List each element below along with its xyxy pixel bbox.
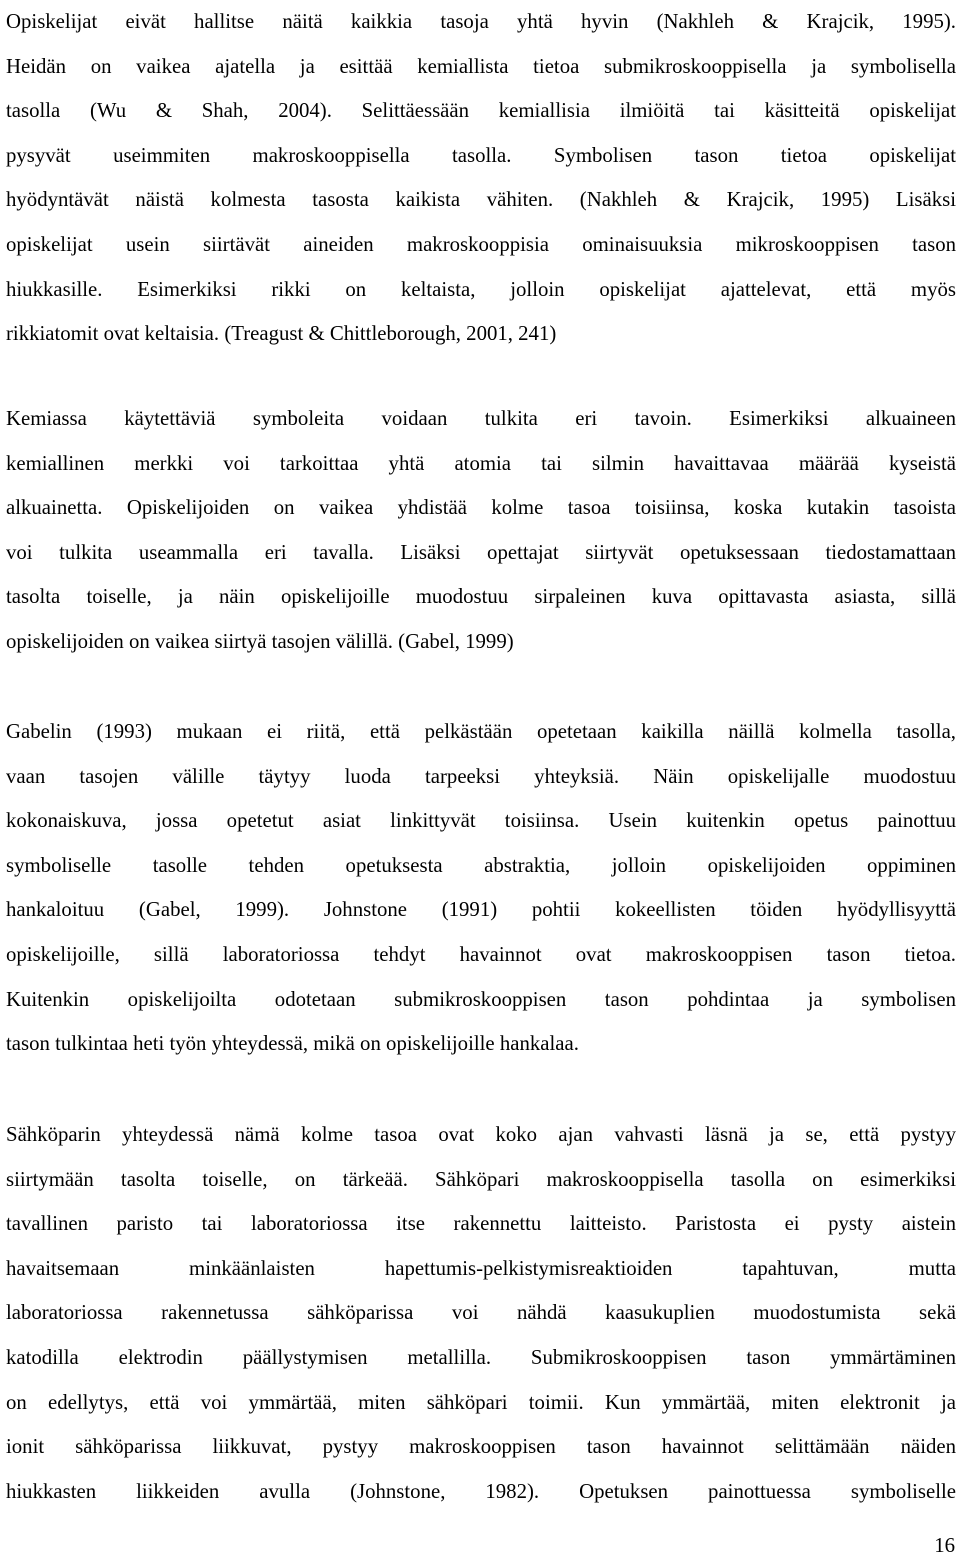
paragraph-symbols (6, 397, 956, 665)
text-line: alkuainetta. Opiskelijoiden on vaikea yhdistää kolme tasoa toisiinsa, koska kutakin tasoista (6, 496, 956, 520)
text-line: hankaloituu (Gabel, 1999). Johnstone (1991) pohtii kokeellisten töiden hyödyllisyyttä (6, 898, 956, 922)
text-line: vaan tasojen välille täytyy luoda tarpeeksi yhteyksiä. Näin opiskelijalle muodostuu (6, 764, 956, 788)
paragraph-galvanic-cell (6, 1113, 956, 1514)
text-line: tasolta toiselle, ja näin opiskelijoille muodostuu sirpaleinen kuva opittavasta asiasta, sillä (6, 585, 956, 609)
text-line: tason tulkintaa heti työn yhteydessä, mikä on opiskelijoille hankalaa. (6, 1032, 579, 1056)
text-line: tasolla (Wu & Shah, 2004). Selittäessään kemiallisia ilmiöitä tai käsitteitä opiskelijat (6, 99, 956, 123)
text-line: voi tulkita useammalla eri tavalla. Lisäksi opettajat siirtyvät opetuksessaan tiedostamattaan (6, 540, 956, 564)
text-line: Kemiassa käytettäviä symboleita voidaan tulkita eri tavoin. Esimerkiksi alkuaineen (6, 407, 956, 430)
text-line: Gabelin (1993) mukaan ei riitä, että pelkästään opetetaan kaikilla näillä kolmella tasolla, (6, 720, 956, 743)
page-number: 16 (934, 1534, 955, 1557)
text-line: symboliselle tasolle tehden opetuksesta abstraktia, jolloin opiskelijoiden oppiminen (6, 853, 956, 877)
paragraph-gabel (6, 710, 956, 1067)
text-line: Kuitenkin opiskelijoilta odotetaan submikroskooppisen tason pohdintaa ja symbolisen (6, 987, 956, 1011)
text-line: opiskelijat usein siirtävät aineiden makroskooppisia ominaisuuksia mikroskooppisen tason (6, 232, 956, 256)
paragraph-chemistry-levels (6, 0, 956, 357)
text-line: rikkiatomit ovat keltaisia. (Treagust & Chittleborough, 2001, 241) (6, 322, 557, 346)
text-line: hiukkasille. Esimerkiksi rikki on keltaista, jolloin opiskelijat ajattelevat, että myös (6, 277, 956, 301)
text-line: hyödyntävät näistä kolmesta tasosta kaikista vähiten. (Nakhleh & Krajcik, 1995) Lisäksi (6, 188, 956, 212)
text-line: Opiskelijat eivät hallitse näitä kaikkia tasoja yhtä hyvin (Nakhleh & Krajcik, 1995). (6, 10, 956, 33)
text-line: opiskelijoille, sillä laboratoriossa tehdyt havainnot ovat makroskooppisen tason tietoa. (6, 942, 956, 966)
text-line: pysyvät useimmiten makroskooppisella tasolla. Symbolisen tason tietoa opiskelijat (6, 143, 956, 167)
text-line: Heidän on vaikea ajatella ja esittää kemiallista tietoa submikroskooppisella ja symbolisella (6, 54, 956, 78)
text-line: laboratoriossa rakennetussa sähköparissa voi nähdä kaasukuplien muodostumista sekä (6, 1301, 956, 1325)
text-line: opiskelijoiden on vaikea siirtyä tasojen välillä. (Gabel, 1999) (6, 629, 514, 653)
text-line: kemiallinen merkki voi tarkoittaa yhtä atomia tai silmin havaittavaa määrää kyseistä (6, 451, 956, 475)
text-line: havaitsemaan minkäänlaisten hapettumis-pelkistymisreaktioiden tapahtuvan, mutta (6, 1256, 956, 1280)
text-line: kokonaiskuva, jossa opetetut asiat linkittyvät toisiinsa. Usein kuitenkin opetus painottuu (6, 809, 956, 833)
text-line: katodilla elektrodin päällystymisen metallilla. Submikroskooppisen tason ymmärtäminen (6, 1345, 956, 1369)
text-line: on edellytys, että voi ymmärtää, miten sähköpari toimii. Kun ymmärtää, miten elektronit ja (6, 1390, 956, 1414)
text-line: tavallinen paristo tai laboratoriossa itse rakennettu laitteisto. Paristosta ei pysty aistein (6, 1212, 956, 1236)
text-line: siirtymään tasolta toiselle, on tärkeää. Sähköpari makroskooppisella tasolla on esimerkiksi (6, 1167, 956, 1191)
text-line: Sähköparin yhteydessä nämä kolme tasoa ovat koko ajan vahvasti läsnä ja se, että pystyy (6, 1123, 956, 1146)
text-line: hiukkasten liikkeiden avulla (Johnstone, 1982). Opetuksen painottuessa symboliselle (6, 1479, 956, 1503)
text-line: ionit sähköparissa liikkuvat, pystyy makroskooppisen tason havainnot selittämään näiden (6, 1435, 956, 1459)
